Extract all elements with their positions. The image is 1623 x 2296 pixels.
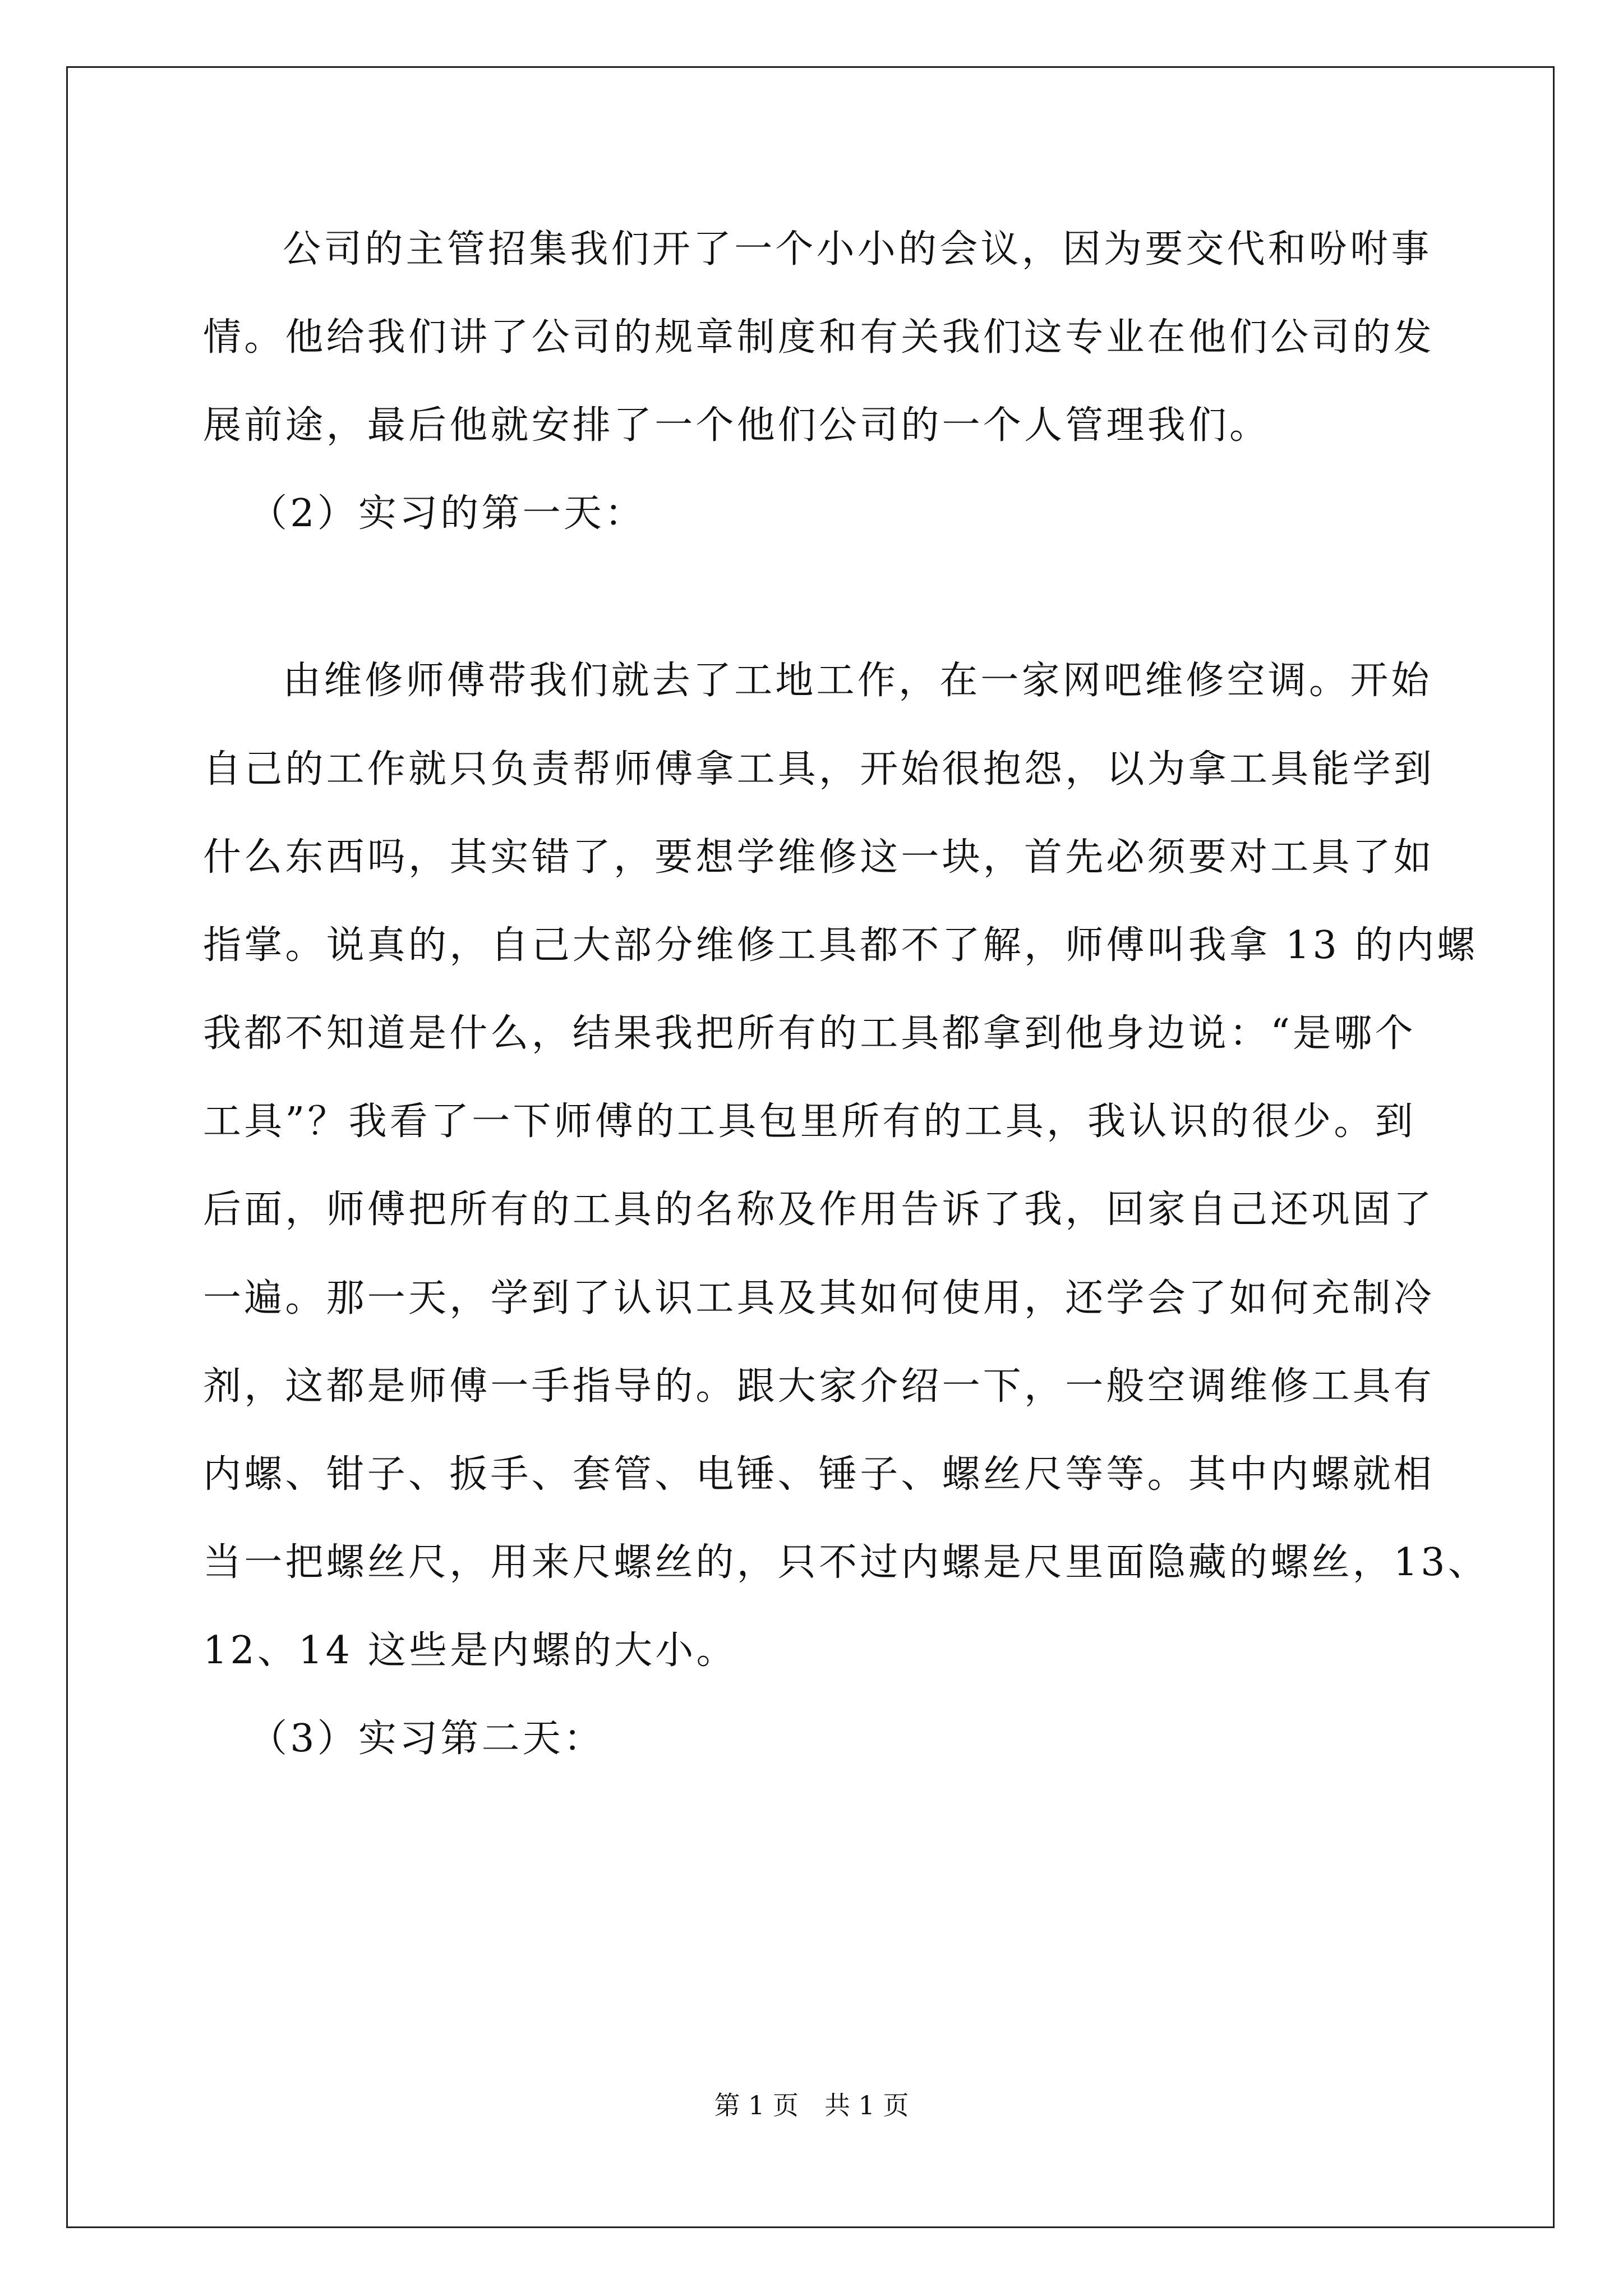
page-border: [66, 66, 1555, 2228]
paragraph-line: 自己的工作就只负责帮师傅拿工具，开始很抱怨，以为拿工具能学到: [203, 747, 1435, 792]
paragraph-line: 指掌。说真的，自己大部分维修工具都不了解，师傅叫我拿 13 的内螺: [203, 923, 1478, 968]
paragraph-line: 后面，师傅把所有的工具的名称及作用告诉了我，回家自己还巩固了: [203, 1188, 1435, 1232]
section-heading: （3）实习第二天：: [249, 1717, 605, 1761]
paragraph-line: 什么东西吗，其实错了，要想学维修这一块，首先必须要对工具了如: [203, 835, 1435, 880]
section-heading: （2）实习的第一天：: [249, 491, 646, 536]
paragraph-line: 展前途，最后他就安排了一个他们公司的一个人管理我们。: [203, 403, 1271, 448]
paragraph-line: 当一把螺丝尺，用来尺螺丝的，只不过内螺是尺里面隐藏的螺丝，13、: [203, 1540, 1489, 1585]
paragraph-line: 我都不知道是什么，结果我把所有的工具都拿到他身边说：“是哪个: [203, 1011, 1416, 1056]
paragraph-line: 剂，这都是师傅一手指导的。跟大家介绍一下，一般空调维修工具有: [203, 1364, 1435, 1409]
paragraph-line: 由维修师傅带我们就去了工地工作，在一家网吧维修空调。开始: [283, 659, 1432, 703]
paragraph-line: 12、14 这些是内螺的大小。: [203, 1628, 737, 1673]
paragraph-line: 内螺、钳子、扳手、套管、电锤、锤子、螺丝尺等等。其中内螺就相: [203, 1452, 1435, 1497]
paragraph-line: 一遍。那一天，学到了认识工具及其如何使用，还学会了如何充制冷: [203, 1276, 1435, 1320]
page-number-footer: 第 1 页 共 1 页: [714, 2090, 909, 2120]
paragraph-line: 情。他给我们讲了公司的规章制度和有关我们这专业在他们公司的发: [203, 315, 1435, 360]
paragraph-line: 公司的主管招集我们开了一个小小的会议，因为要交代和吩咐事: [283, 227, 1432, 272]
paragraph-line: 工具”？我看了一下师傅的工具包里所有的工具，我认识的很少。到: [203, 1099, 1416, 1144]
